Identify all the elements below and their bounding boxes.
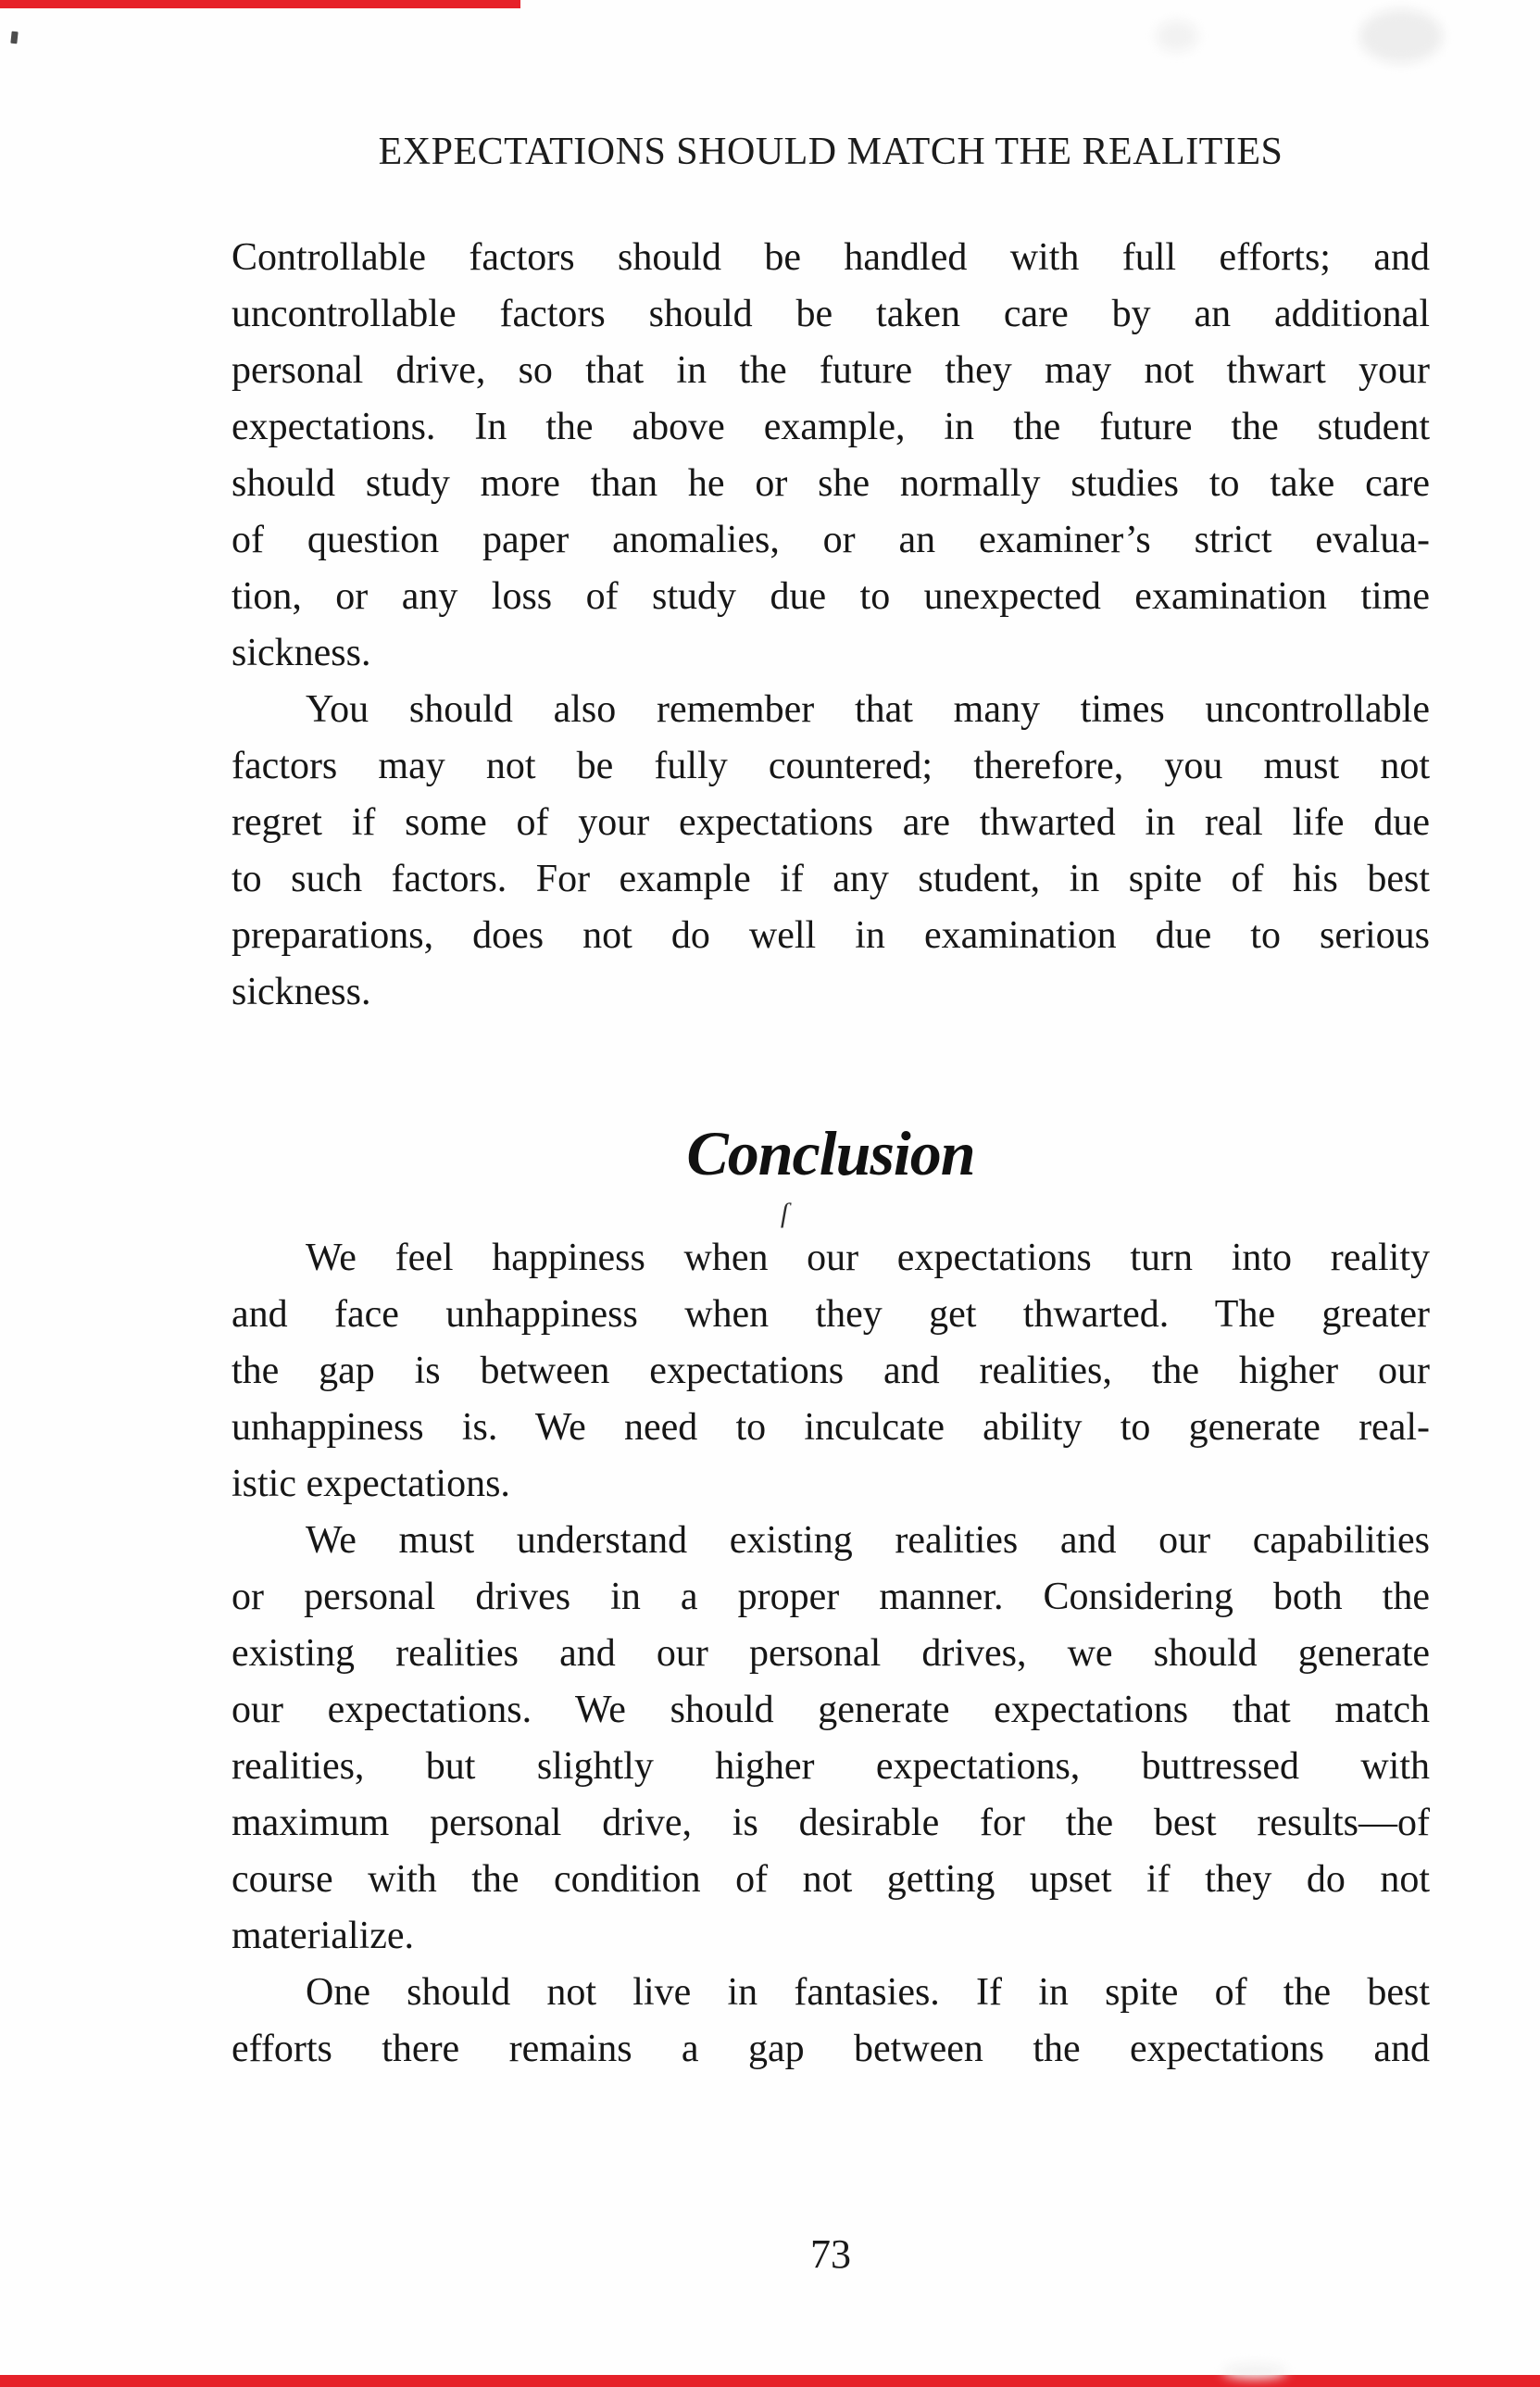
paragraph	[232, 682, 1430, 1021]
scan-edge-red-strip-bottom	[0, 2375, 1540, 2387]
text-line: materialize.	[232, 1915, 415, 1957]
text-line: and face unhappiness when they get thwarted. The greater	[232, 1293, 1430, 1336]
paragraph	[232, 1513, 1430, 1965]
text-line: We feel happiness when our expectations turn into reality	[306, 1237, 1430, 1279]
text-line: Controllable factors should be handled with full efforts; and	[232, 236, 1430, 279]
text-line: regret if some of your expectations are thwarted in real life due	[232, 801, 1430, 844]
text-line: efforts there remains a gap between the expectations and	[232, 2028, 1430, 2070]
body-text-column	[232, 230, 1430, 2078]
text-line: uncontrollable factors should be taken care by an additional	[232, 293, 1430, 335]
text-line: existing realities and our personal drives, we should generate	[232, 1632, 1430, 1675]
scan-speck-artifact	[10, 31, 18, 44]
paragraph	[232, 230, 1430, 682]
text-line: the gap is between expectations and realities, the higher our	[232, 1350, 1430, 1392]
text-line: realities, but slightly higher expectations, buttressed with	[232, 1745, 1430, 1788]
text-line: to such factors. For example if any student, in spite of his best	[232, 858, 1430, 900]
text-line: expectations. In the above example, in the future the student	[232, 406, 1430, 448]
text-line: istic expectations.	[232, 1463, 510, 1505]
text-line: factors may not be fully countered; therefore, you must not	[232, 745, 1430, 787]
scan-smudge-artifact	[1222, 2364, 1287, 2379]
stray-ink-mark: ſ	[780, 1198, 789, 1228]
running-header: EXPECTATIONS SHOULD MATCH THE REALITIES	[378, 131, 1283, 173]
text-line: should study more than he or she normally studies to take care	[232, 462, 1430, 505]
text-line: our expectations. We should generate expectations that match	[232, 1689, 1430, 1731]
paragraph	[232, 1230, 1430, 1513]
text-line: or personal drives in a proper manner. Considering both the	[232, 1576, 1430, 1618]
text-line: sickness.	[232, 971, 371, 1013]
text-line: sickness.	[232, 632, 371, 674]
text-line: You should also remember that many times uncontrollable	[306, 688, 1430, 731]
scan-smudge-artifact	[1156, 20, 1198, 52]
text-line: unhappiness is. We need to inculcate ability to generate real-	[232, 1406, 1430, 1449]
text-line: personal drive, so that in the future they may not thwart your	[232, 349, 1430, 392]
text-line: preparations, does not do well in examination due to serious	[232, 914, 1430, 957]
text-line: of question paper anomalies, or an examiner’s strict evalua-	[232, 519, 1430, 561]
scan-smudge-artifact	[1359, 9, 1443, 63]
paragraph	[232, 1965, 1430, 2078]
section-heading-conclusion: Conclusion	[686, 1118, 975, 1188]
text-line: We must understand existing realities and our capabilities	[306, 1519, 1430, 1562]
text-line: maximum personal drive, is desirable for the best results—of	[232, 1802, 1430, 1844]
text-line: course with the condition of not getting upset if they do not	[232, 1858, 1430, 1901]
page-number: 73	[810, 2231, 851, 2277]
text-line: One should not live in fantasies. If in spite of the best	[306, 1971, 1430, 2014]
scan-edge-red-strip-top	[0, 0, 520, 8]
text-line: tion, or any loss of study due to unexpected examination time	[232, 575, 1430, 618]
